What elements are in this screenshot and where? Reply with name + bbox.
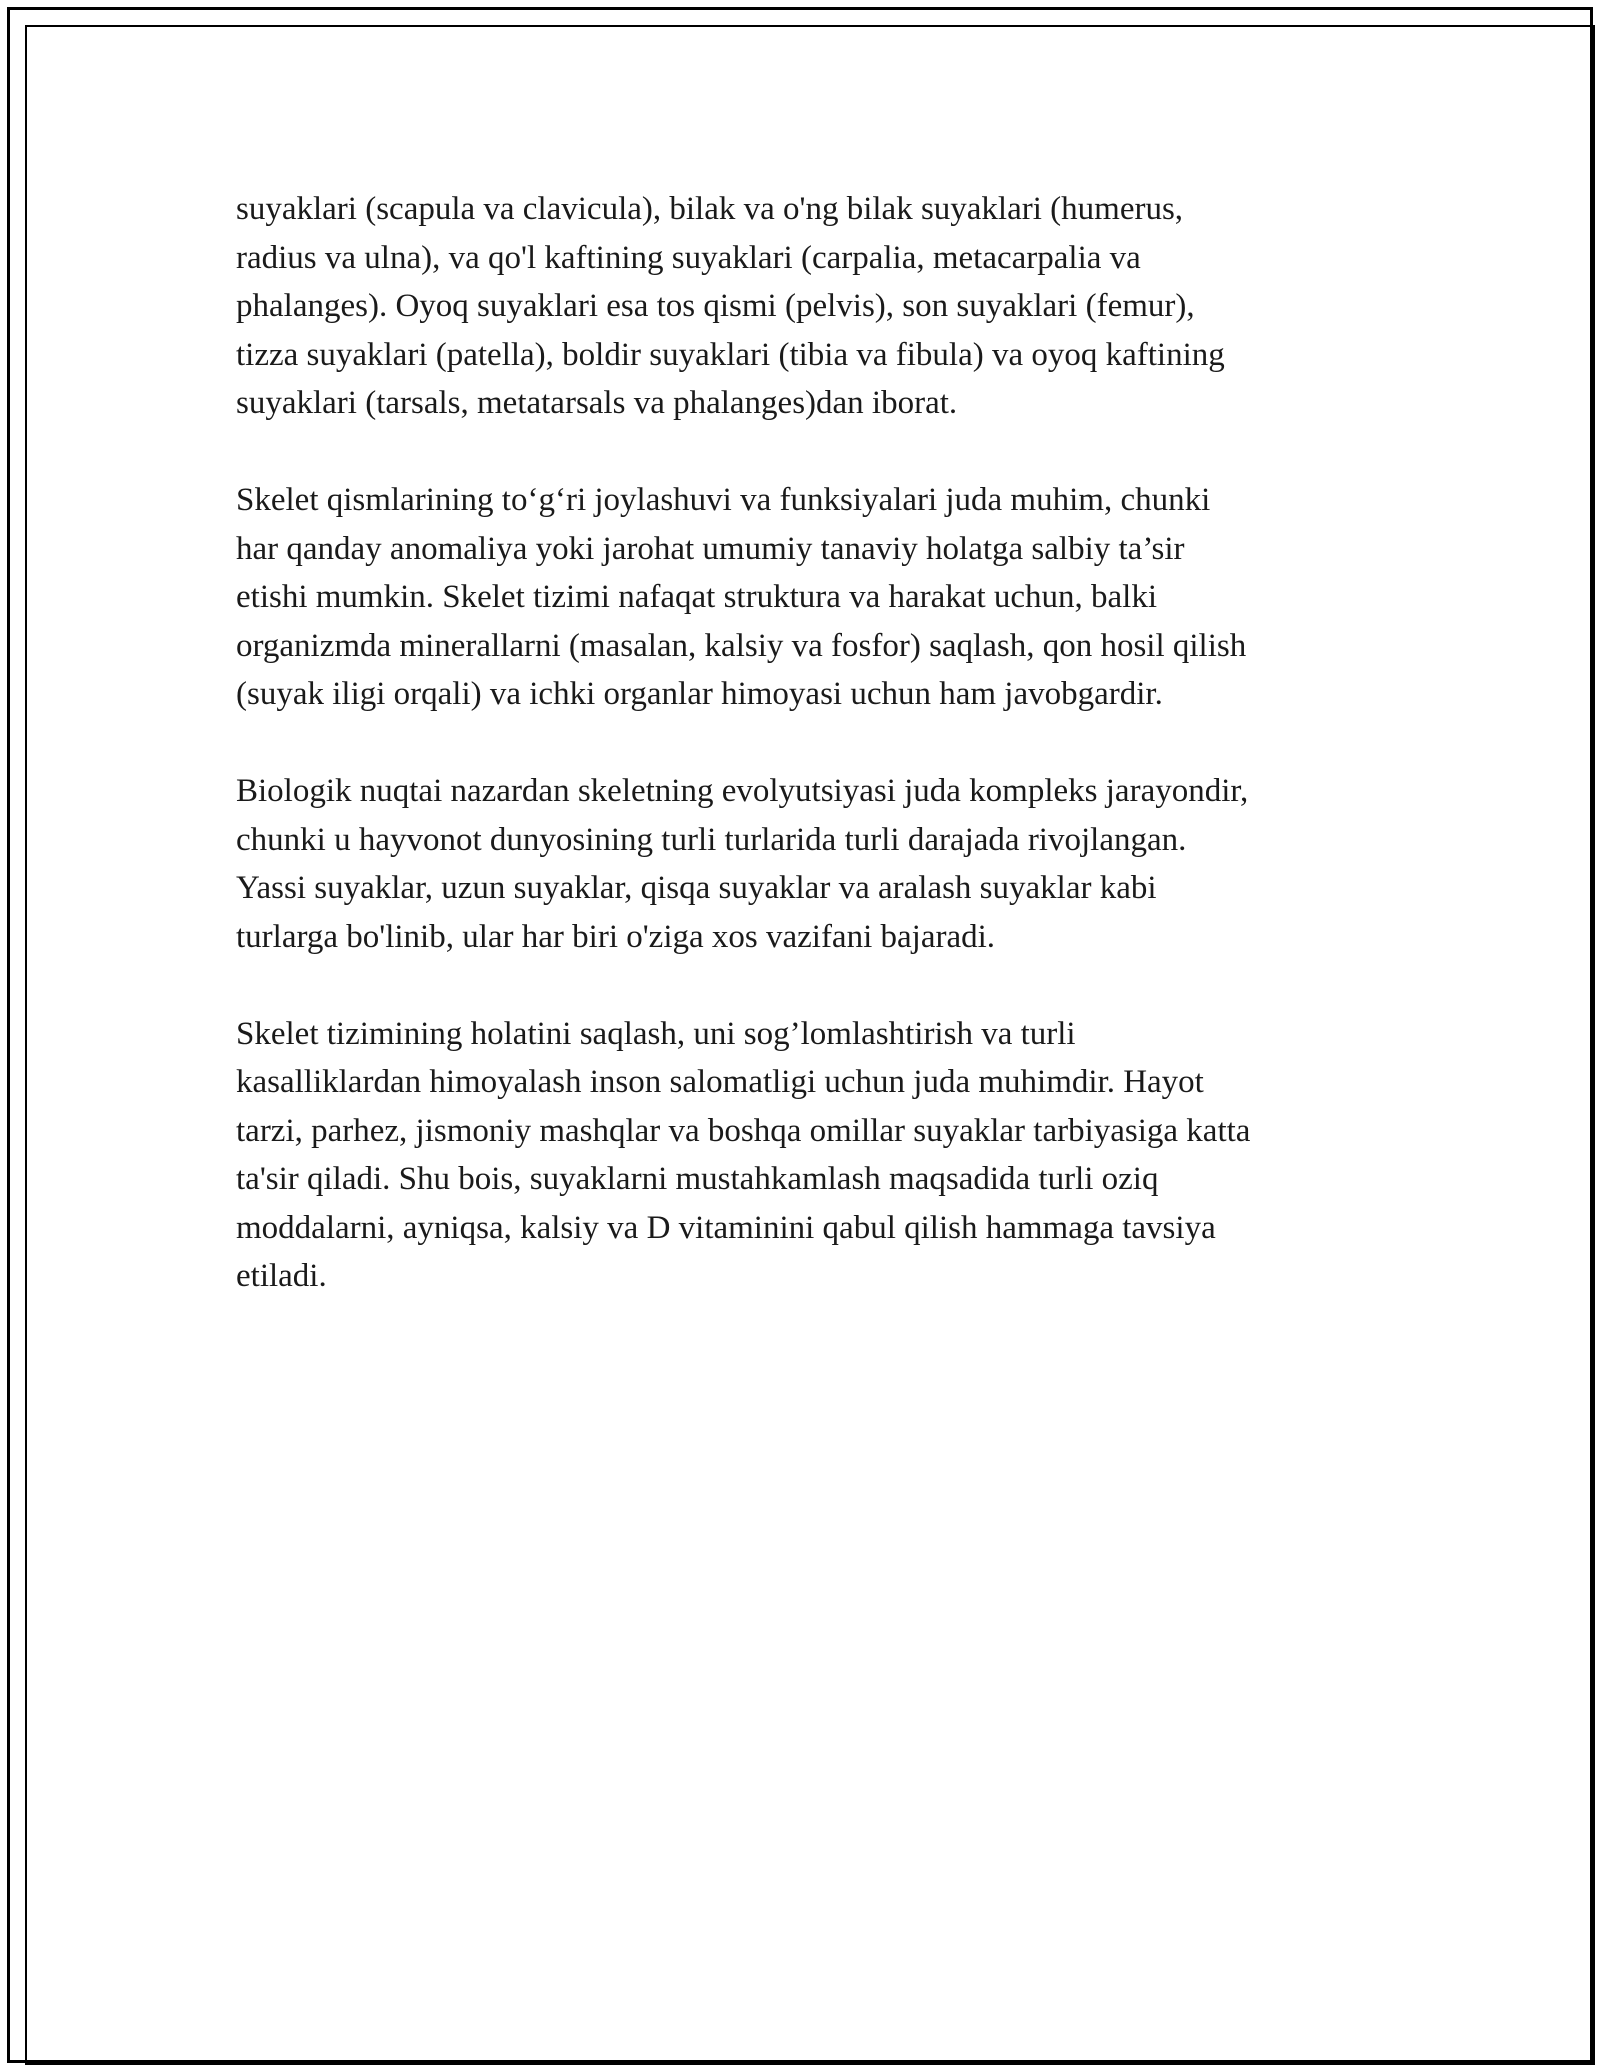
paragraph-3: Biologik nuqtai nazardan skeletning evolyutsiyasi juda kompleks jarayondir, chunki u hayvonot dunyosining turli turlarida turli darajada rivojlangan. Yassi suyaklar, uzun suyaklar, qisqa suyaklar va aralash suyaklar kabi turlarga bo'linib, ular har biri o'ziga xos vazifani bajaradi. <box>236 773 1249 955</box>
paragraph-1: suyaklari (scapula va clavicula), bilak va o'ng bilak suyaklari (humerus, radius va ulna), va qo'l kaftining suyaklari (carpalia, metacarpalia va phalanges). Oyoq suyaklari esa tos qismi (pelvis), son suyaklari (femur), tizza suyaklari (patella), boldir suyaklari (tibia va fibula) va oyoq kaftining suyaklari (tarsals, metatarsals va phalanges)dan iborat. <box>236 191 1225 421</box>
paragraph-2: Skelet qismlarining to‘g‘ri joylashuvi va funksiyalari juda muhim, chunki har qanday anomaliya yoki jarohat umumiy tanaviy holatga salbiy ta’sir etishi mumkin. Skelet tizimi nafaqat struktura va harakat uchun, balki organizmda minerallarni (masalan, kalsiy va fosfor) saqlash, qon hosil qilish (suyak iligi orqali) va ichki organlar himoyasi uchun ham javobgardir. <box>236 482 1247 712</box>
paragraph-4: Skelet tizimining holatini saqlash, uni sog’lomlashtirish va turli kasalliklardan himoyalash inson salomatligi uchun juda muhimdir. Hayot tarzi, parhez, jismoniy mashqlar va boshqa omillar suyaklar tarbiyasiga katta ta'sir qiladi. Shu bois, suyaklarni mustahkamlash maqsadida turli oziq moddalarni, ayniqsa, kalsiy va D vitaminini qabul qilish hammaga tavsiya etiladi. <box>236 1015 1251 1294</box>
document-body <box>236 185 1376 1349</box>
